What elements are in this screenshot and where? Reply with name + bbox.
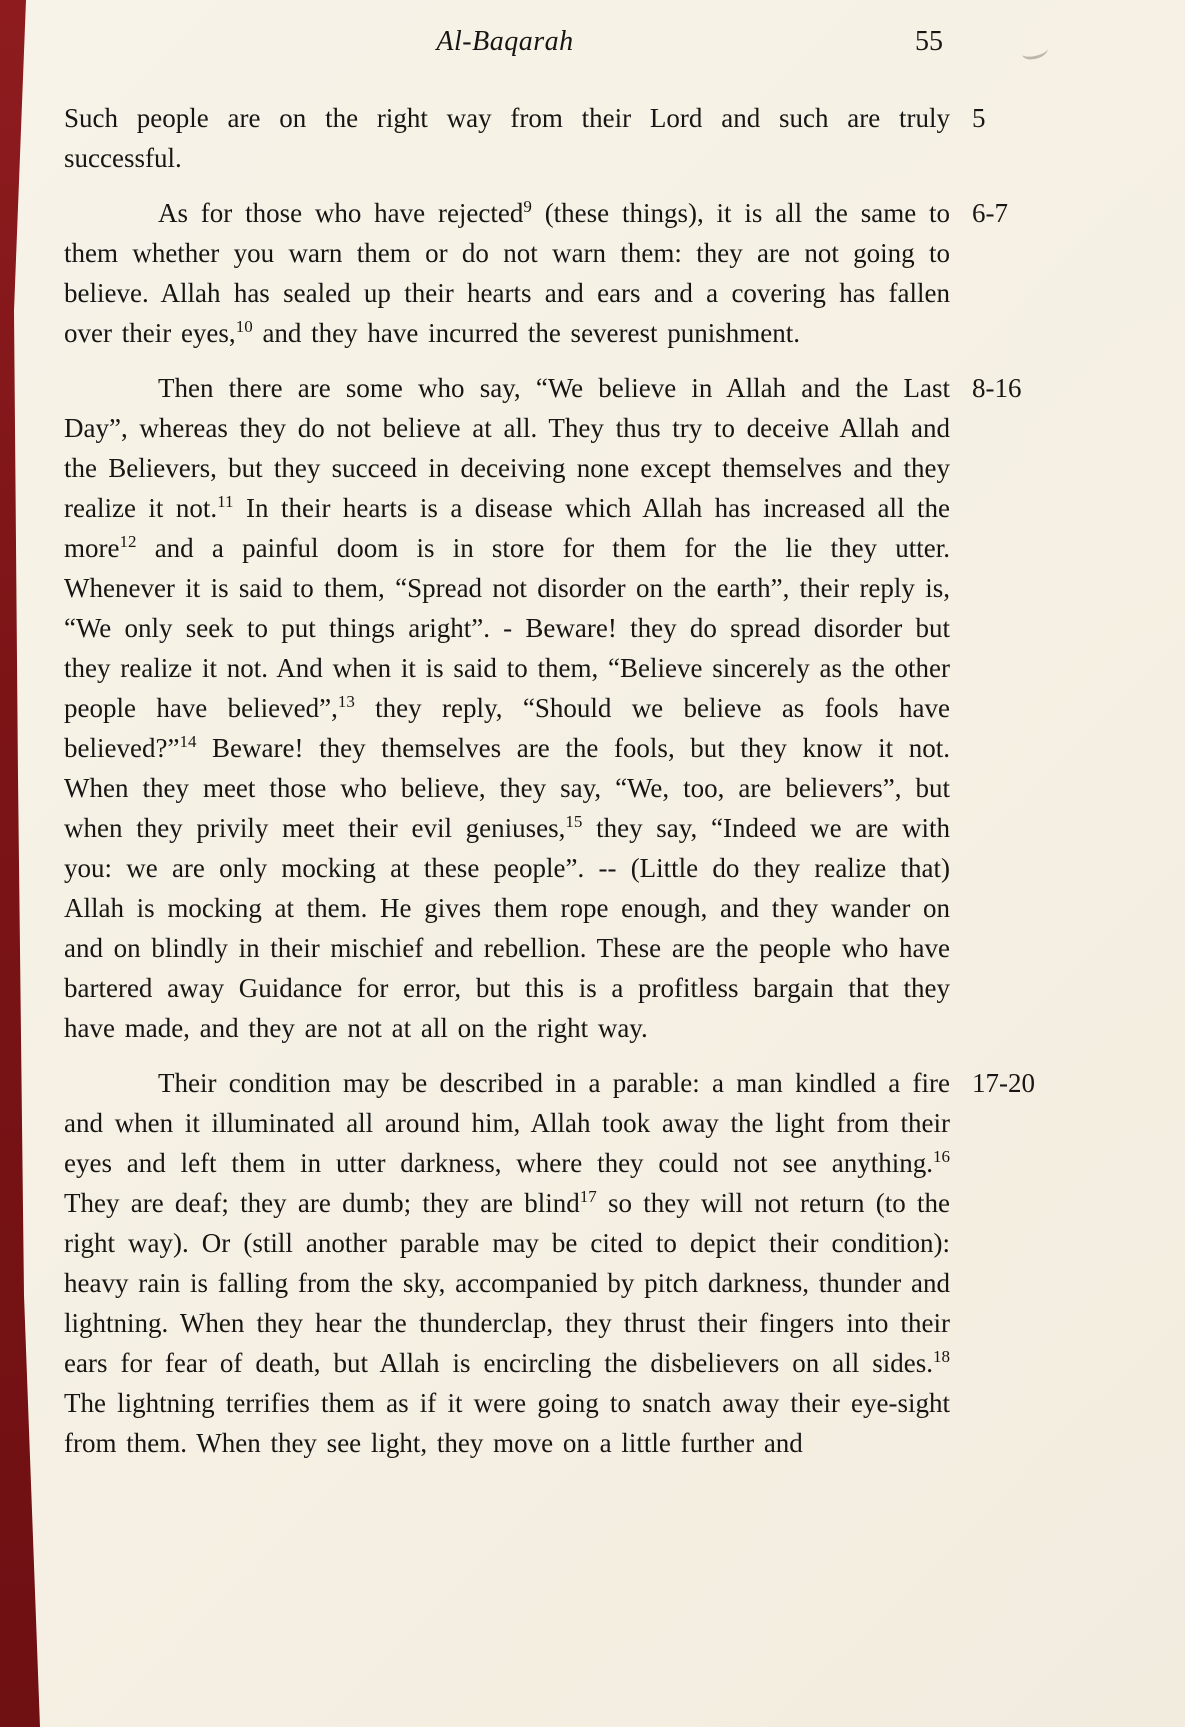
paragraph [64,1063,1035,1463]
footnote-marker: 12 [119,532,137,551]
text-body [0,98,1185,1463]
verse-range-label: 6-7 [972,198,1008,228]
footnote-marker: 15 [565,812,583,831]
paragraph-text: As for those who have rejected$^9$ (these things), it is all the same to them whether you warn them or do not warn them: they are not going to believe. Allah has sealed up their hearts and ears and a covering has fallen over their eyes,$^{10}$ and they have incurred the severest punishment. [64,197,950,348]
footnote-marker: 16 [933,1147,950,1166]
footnote-marker: 11 [217,492,234,511]
footnote-marker: 18 [933,1347,950,1366]
footnote-marker: 13 [337,692,355,711]
verse-range-label: 8-16 [972,373,1022,403]
footnote-marker: 9 [523,197,532,216]
paragraph-text: Then there are some who say, “We believe in Allah and the Last Day”, whereas they do not believe at all. They thus try to deceive Allah and the Believers, but they succeed in deceiving none except themselves and they realize it not.$^{11}$ In their hearts is a disease which Allah has increased all the more$^{12}$ and a painful doom is in store for them for the lie they utter. Whenever it is said to them, “Spread not disorder on the earth”, their reply is, “We only seek to put things aright”. - Beware! they do spread disorder but they realize it not. And when it is said to them, “Believe sincerely as the other people have believed”,$^{13}$ they reply, “Should we believe as fools have believed?”$^{14}$ Beware! they themselves are the fools, but they know it not. When they meet those who believe, they say, “We, too, are believers”, but when they privily meet their evil geniuses,$^{15}$ they say, “Indeed we are with you: we are only mocking at these people”. -- (Little do they realize that) Allah is mocking at them. He gives them rope enough, and they wander on and on blindly in their mischief and rebellion. These are the people who have bartered away Guidance for error, but this is a profitless bargain that they have made, and they are not at all on the right way. [64,373,950,1043]
pen-mark-artifact [1021,42,1049,60]
page-header [0,26,1185,70]
chapter-title: Al-Baqarah [436,26,574,57]
paragraph [64,98,986,178]
paragraph-text: Such people are on the right way from their Lord and such are truly successful. [64,103,950,173]
paragraph [64,368,1022,1048]
paragraph-text: Their condition may be described in a parable: a man kindled a fire and when it illuminated all around him, Allah took away the light from their eyes and left them in utter darkness, where they could not see anything.$^{16}$ They are deaf; they are dumb; they are blind$^{17}$ so they will not return (to the right way). Or (still another parable may be cited to depict their condition): heavy rain is falling from the sky, accompanied by pitch darkness, thunder and lightning. When they hear the thunderclap, they thrust their fingers into their ears for fear of death, but Allah is encircling the disbelievers on all sides.$^{18}$ The lightning terrifies them as if it were going to snatch away their eye-sight from them. When they see light, they move on a little further and [64,1068,950,1458]
footnote-marker: 14 [179,732,197,751]
verse-range-label: 5 [972,103,986,133]
page-number: 55 [915,26,943,57]
footnote-marker: 10 [235,317,253,336]
verse-range-label: 17-20 [972,1068,1035,1098]
paragraph [64,193,1008,353]
footnote-marker: 17 [579,1187,597,1206]
